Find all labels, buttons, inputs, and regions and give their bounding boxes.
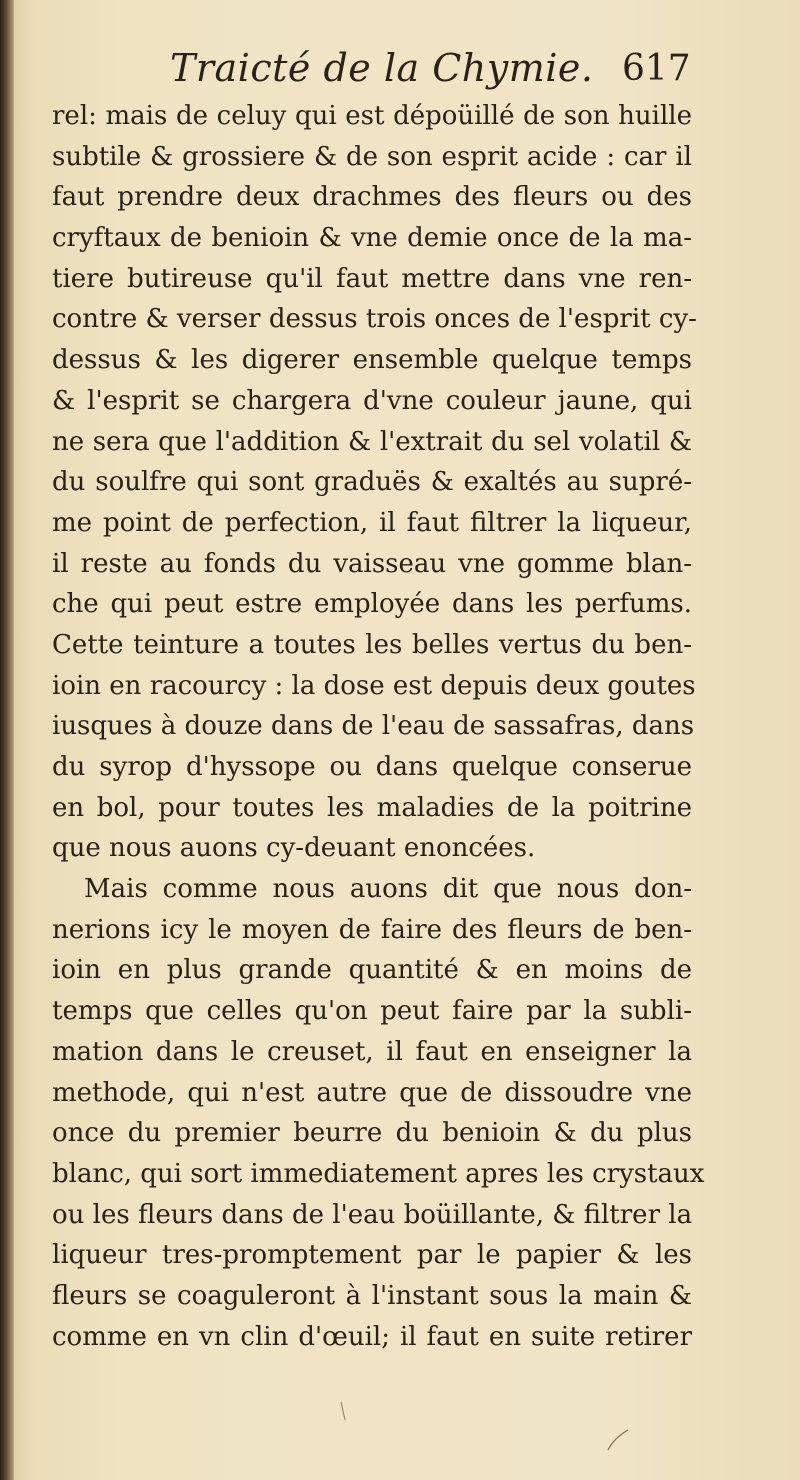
body-text bbox=[52, 96, 705, 1357]
text-line: fleurs se coaguleront à l'instant sous la main & bbox=[52, 1280, 692, 1311]
text-line: Mais comme nous auons dit que nous don- bbox=[84, 874, 692, 905]
text-line: dessus & les digerer ensemble quelque temps bbox=[52, 345, 692, 376]
text-line: contre & verser dessus trois onces de l'esprit cy- bbox=[52, 304, 697, 335]
page-number: 617 bbox=[622, 48, 691, 89]
text-line: mation dans le creuset, il faut en enseigner la bbox=[52, 1036, 692, 1067]
text-line: methode, qui n'est autre que de dissoudre vne bbox=[52, 1077, 692, 1108]
text-line: en bol, pour toutes les maladies de la poitrine bbox=[52, 792, 692, 823]
text-line: blanc, qui sort immediatement apres les crystaux bbox=[52, 1158, 705, 1189]
text-line: once du premier beurre du benioin & du plus bbox=[52, 1118, 692, 1149]
text-line: iusques à douze dans de l'eau de sassafras, dans bbox=[52, 711, 695, 742]
text-line: ou les fleurs dans de l'eau boüillante, & filtrer la bbox=[52, 1199, 693, 1230]
text-line: me point de perfection, il faut filtrer la liqueur, bbox=[52, 507, 692, 538]
text-line: rel: mais de celuy qui est dépoüillé de son huille bbox=[52, 101, 692, 131]
text-line: comme en vn clin d'œuil; il faut en suite retirer bbox=[52, 1321, 692, 1352]
text-line: tiere butireuse qu'il faut mettre dans vne ren- bbox=[52, 263, 692, 294]
text-line: du syrop d'hyssope ou dans quelque conserue bbox=[52, 752, 692, 782]
text-line: il reste au fonds du vaisseau vne gomme blan- bbox=[52, 548, 692, 579]
text-line: cryftaux de benioin & vne demie once de la ma- bbox=[52, 223, 692, 254]
text-line: che qui peut estre employée dans les perfums. bbox=[52, 589, 692, 620]
text-line: liqueur tres-promptement par le papier & les bbox=[52, 1240, 692, 1271]
text-line: ioin en racourcy : la dose est depuis deux goutes bbox=[52, 670, 696, 701]
text-line: Cette teinture a toutes les belles vertus du ben- bbox=[52, 629, 692, 660]
text-line: faut prendre deux drachmes des fleurs ou des bbox=[52, 182, 692, 213]
page-gutter bbox=[0, 0, 14, 1480]
text-line: ne sera que l'addition & l'extrait du sel volatil & bbox=[52, 426, 692, 457]
text-line: que nous auons cy-deuant enoncées. bbox=[52, 833, 536, 864]
text-line: nerions icy le moyen de faire des fleurs de ben- bbox=[52, 914, 692, 945]
text-line: subtile & grossiere & de son esprit acide : car il bbox=[52, 141, 692, 172]
text-line: & l'esprit se chargera d'vne couleur jaune, qui bbox=[52, 385, 692, 416]
paper-mark bbox=[335, 1398, 355, 1428]
text-line: du soulfre qui sont graduës & exaltés au supré- bbox=[52, 467, 692, 498]
text-line: temps que celles qu'on peut faire par la subli- bbox=[52, 996, 692, 1027]
running-title: Traicté de la Chymie. bbox=[170, 46, 594, 90]
paper-mark bbox=[600, 1420, 640, 1460]
text-line: ioin en plus grande quantité & en moins de bbox=[52, 955, 692, 986]
